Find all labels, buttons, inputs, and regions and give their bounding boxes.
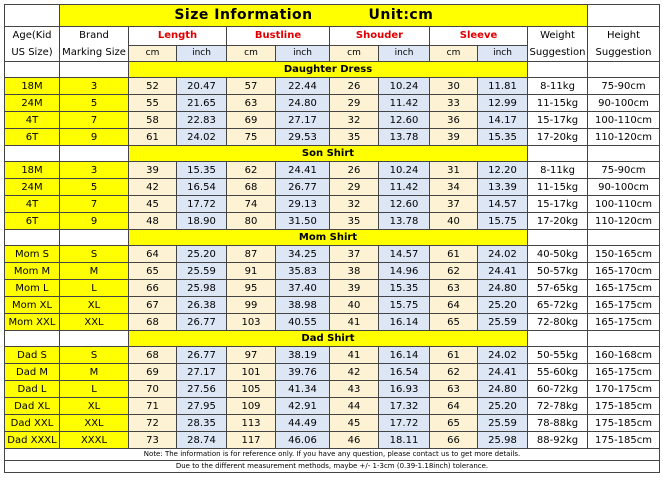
shoulder-inch-cell: 13.78 (379, 213, 430, 230)
shoulder-inch-cell: 13.78 (379, 129, 430, 146)
unit-inch: inch (478, 45, 528, 61)
length-inch-cell: 26.77 (177, 314, 227, 331)
title-blank-left (5, 5, 60, 27)
table-row (5, 280, 660, 297)
shoulder-cm-cell: 46 (330, 432, 379, 449)
height-cell: 75-90cm (588, 162, 660, 179)
bustline-inch-cell: 31.50 (276, 213, 330, 230)
length-inch-cell: 28.74 (177, 432, 227, 449)
age-cell: 18M (5, 78, 60, 95)
header-sleeve: Sleeve (430, 27, 528, 46)
section-blank (60, 331, 129, 347)
age-cell: Mom XXL (5, 314, 60, 331)
sleeve-cm-cell: 64 (430, 297, 478, 314)
sleeve-cm-cell: 61 (430, 347, 478, 364)
shoulder-inch-cell: 17.32 (379, 398, 430, 415)
sleeve-cm-cell: 36 (430, 112, 478, 129)
sleeve-cm-cell: 63 (430, 280, 478, 297)
section-blank (5, 62, 60, 78)
height-cell: 160-168cm (588, 347, 660, 364)
note-row (5, 461, 660, 473)
bustline-cm-cell: 74 (227, 196, 276, 213)
height-cell: 90-100cm (588, 179, 660, 196)
bustline-cm-cell: 99 (227, 297, 276, 314)
weight-cell: 78-88kg (528, 415, 588, 432)
shoulder-cm-cell: 39 (330, 280, 379, 297)
age-cell: Dad XXXL (5, 432, 60, 449)
shoulder-inch-cell: 16.93 (379, 381, 430, 398)
shoulder-cm-cell: 35 (330, 129, 379, 146)
sleeve-inch-cell: 24.41 (478, 263, 528, 280)
unit-inch: inch (276, 45, 330, 61)
brand-size-cell: 5 (60, 95, 129, 112)
length-cm-cell: 71 (129, 398, 177, 415)
unit-inch: inch (177, 45, 227, 61)
header-age: Age(Kid US Size) (5, 27, 60, 62)
shoulder-inch-cell: 17.72 (379, 415, 430, 432)
sleeve-cm-cell: 62 (430, 263, 478, 280)
brand-size-cell: XL (60, 297, 129, 314)
age-cell: Dad M (5, 364, 60, 381)
weight-cell: 65-72kg (528, 297, 588, 314)
section-blank (5, 331, 60, 347)
bustline-inch-cell: 26.77 (276, 179, 330, 196)
shoulder-cm-cell: 26 (330, 162, 379, 179)
section-blank (5, 230, 60, 246)
weight-cell: 88-92kg (528, 432, 588, 449)
unit-inch: inch (379, 45, 430, 61)
height-cell: 175-185cm (588, 415, 660, 432)
height-cell: 110-120cm (588, 213, 660, 230)
shoulder-cm-cell: 41 (330, 314, 379, 331)
height-cell: 90-100cm (588, 95, 660, 112)
shoulder-cm-cell: 37 (330, 246, 379, 263)
brand-size-cell: XXXL (60, 432, 129, 449)
bustline-inch-cell: 38.19 (276, 347, 330, 364)
weight-cell: 11-15kg (528, 95, 588, 112)
height-cell: 165-175cm (588, 364, 660, 381)
height-cell: 75-90cm (588, 78, 660, 95)
table-row (5, 112, 660, 129)
unit-cm: cm (227, 45, 276, 61)
brand-size-cell: XXL (60, 415, 129, 432)
bustline-inch-cell: 38.98 (276, 297, 330, 314)
height-cell: 100-110cm (588, 196, 660, 213)
brand-size-cell: M (60, 364, 129, 381)
bustline-inch-cell: 42.91 (276, 398, 330, 415)
height-cell: 165-175cm (588, 280, 660, 297)
bustline-cm-cell: 62 (227, 162, 276, 179)
age-cell: 24M (5, 179, 60, 196)
sleeve-inch-cell: 25.20 (478, 297, 528, 314)
shoulder-cm-cell: 29 (330, 95, 379, 112)
bustline-cm-cell: 75 (227, 129, 276, 146)
sleeve-cm-cell: 30 (430, 78, 478, 95)
bustline-cm-cell: 109 (227, 398, 276, 415)
bustline-cm-cell: 97 (227, 347, 276, 364)
length-inch-cell: 27.95 (177, 398, 227, 415)
bustline-cm-cell: 95 (227, 280, 276, 297)
age-cell: 6T (5, 213, 60, 230)
note-text: Note: The information is for reference only. If you have any question, please contact us to get more details. (5, 449, 660, 461)
shoulder-cm-cell: 45 (330, 415, 379, 432)
sleeve-inch-cell: 12.20 (478, 162, 528, 179)
section-title: Mom Shirt (129, 230, 528, 246)
sleeve-inch-cell: 25.20 (478, 398, 528, 415)
shoulder-cm-cell: 38 (330, 263, 379, 280)
weight-cell: 50-57kg (528, 263, 588, 280)
section-blank (588, 331, 660, 347)
length-cm-cell: 55 (129, 95, 177, 112)
brand-size-cell: 9 (60, 213, 129, 230)
length-cm-cell: 45 (129, 196, 177, 213)
height-cell: 165-175cm (588, 297, 660, 314)
weight-cell: 15-17kg (528, 196, 588, 213)
sleeve-inch-cell: 24.80 (478, 381, 528, 398)
brand-size-cell: L (60, 381, 129, 398)
weight-cell: 60-72kg (528, 381, 588, 398)
weight-cell: 57-65kg (528, 280, 588, 297)
bustline-cm-cell: 101 (227, 364, 276, 381)
length-cm-cell: 72 (129, 415, 177, 432)
length-inch-cell: 28.35 (177, 415, 227, 432)
sleeve-cm-cell: 34 (430, 179, 478, 196)
table-row (5, 415, 660, 432)
length-inch-cell: 26.77 (177, 347, 227, 364)
page-title (60, 5, 588, 27)
bustline-cm-cell: 57 (227, 78, 276, 95)
bustline-inch-cell: 35.83 (276, 263, 330, 280)
bustline-inch-cell: 29.53 (276, 129, 330, 146)
unit-label: Unit:cm (368, 7, 434, 23)
header-brand: Brand Marking Size (60, 27, 129, 62)
length-inch-cell: 22.83 (177, 112, 227, 129)
length-inch-cell: 16.54 (177, 179, 227, 196)
age-cell: 24M (5, 95, 60, 112)
bustline-cm-cell: 87 (227, 246, 276, 263)
sleeve-inch-cell: 14.57 (478, 196, 528, 213)
age-cell: Dad L (5, 381, 60, 398)
bustline-inch-cell: 40.55 (276, 314, 330, 331)
table-row (5, 78, 660, 95)
weight-cell: 40-50kg (528, 246, 588, 263)
height-cell: 165-170cm (588, 263, 660, 280)
brand-size-cell: 3 (60, 162, 129, 179)
brand-size-cell: XL (60, 398, 129, 415)
table-row (5, 129, 660, 146)
shoulder-inch-cell: 12.60 (379, 112, 430, 129)
unit-cm: cm (430, 45, 478, 61)
shoulder-cm-cell: 44 (330, 398, 379, 415)
header-weight: Weight Suggestion (528, 27, 588, 62)
age-cell: Mom XL (5, 297, 60, 314)
length-cm-cell: 58 (129, 112, 177, 129)
section-blank (60, 230, 129, 246)
shoulder-cm-cell: 41 (330, 347, 379, 364)
bustline-inch-cell: 39.76 (276, 364, 330, 381)
section-header-row (5, 146, 660, 162)
sleeve-inch-cell: 24.02 (478, 246, 528, 263)
shoulder-cm-cell: 42 (330, 364, 379, 381)
section-blank (5, 146, 60, 162)
bustline-cm-cell: 68 (227, 179, 276, 196)
brand-size-cell: 3 (60, 78, 129, 95)
brand-size-cell: S (60, 246, 129, 263)
length-cm-cell: 67 (129, 297, 177, 314)
length-cm-cell: 64 (129, 246, 177, 263)
bustline-cm-cell: 80 (227, 213, 276, 230)
sleeve-inch-cell: 24.41 (478, 364, 528, 381)
bustline-inch-cell: 24.80 (276, 95, 330, 112)
section-blank (588, 230, 660, 246)
sleeve-inch-cell: 15.35 (478, 129, 528, 146)
length-inch-cell: 25.59 (177, 263, 227, 280)
sleeve-cm-cell: 66 (430, 432, 478, 449)
bustline-inch-cell: 37.40 (276, 280, 330, 297)
table-row (5, 364, 660, 381)
bustline-cm-cell: 91 (227, 263, 276, 280)
bustline-cm-cell: 105 (227, 381, 276, 398)
bustline-inch-cell: 29.13 (276, 196, 330, 213)
section-blank (588, 62, 660, 78)
age-cell: Mom L (5, 280, 60, 297)
length-cm-cell: 65 (129, 263, 177, 280)
weight-cell: 15-17kg (528, 112, 588, 129)
title-text: Size Information (174, 7, 313, 23)
bustline-cm-cell: 113 (227, 415, 276, 432)
shoulder-cm-cell: 43 (330, 381, 379, 398)
header-height: Height Suggestion (588, 27, 660, 62)
brand-size-cell: L (60, 280, 129, 297)
age-cell: Mom S (5, 246, 60, 263)
age-cell: 18M (5, 162, 60, 179)
length-cm-cell: 69 (129, 364, 177, 381)
shoulder-inch-cell: 12.60 (379, 196, 430, 213)
unit-cm: cm (129, 45, 177, 61)
age-cell: Dad S (5, 347, 60, 364)
shoulder-cm-cell: 29 (330, 179, 379, 196)
shoulder-inch-cell: 16.14 (379, 347, 430, 364)
sleeve-inch-cell: 12.99 (478, 95, 528, 112)
length-cm-cell: 66 (129, 280, 177, 297)
length-inch-cell: 26.38 (177, 297, 227, 314)
brand-size-cell: 7 (60, 196, 129, 213)
length-inch-cell: 21.65 (177, 95, 227, 112)
weight-cell: 72-80kg (528, 314, 588, 331)
height-cell: 175-185cm (588, 432, 660, 449)
length-inch-cell: 25.98 (177, 280, 227, 297)
section-title: Son Shirt (129, 146, 528, 162)
sleeve-cm-cell: 37 (430, 196, 478, 213)
bustline-inch-cell: 27.17 (276, 112, 330, 129)
table-row (5, 432, 660, 449)
height-cell: 170-175cm (588, 381, 660, 398)
section-title: Daughter Dress (129, 62, 528, 78)
length-cm-cell: 61 (129, 129, 177, 146)
length-cm-cell: 52 (129, 78, 177, 95)
table-row (5, 263, 660, 280)
sleeve-inch-cell: 25.98 (478, 432, 528, 449)
bustline-inch-cell: 41.34 (276, 381, 330, 398)
table-row (5, 213, 660, 230)
section-blank (528, 331, 588, 347)
sleeve-cm-cell: 65 (430, 415, 478, 432)
weight-cell: 17-20kg (528, 213, 588, 230)
shoulder-inch-cell: 10.24 (379, 162, 430, 179)
section-blank (528, 230, 588, 246)
sleeve-cm-cell: 65 (430, 314, 478, 331)
note-row (5, 449, 660, 461)
table-row (5, 196, 660, 213)
section-blank (528, 146, 588, 162)
sleeve-inch-cell: 24.80 (478, 280, 528, 297)
sleeve-inch-cell: 13.39 (478, 179, 528, 196)
bustline-cm-cell: 69 (227, 112, 276, 129)
shoulder-cm-cell: 26 (330, 78, 379, 95)
length-inch-cell: 15.35 (177, 162, 227, 179)
weight-cell: 55-60kg (528, 364, 588, 381)
section-blank (60, 146, 129, 162)
brand-size-cell: S (60, 347, 129, 364)
header-length: Length (129, 27, 227, 46)
weight-cell: 72-78kg (528, 398, 588, 415)
sleeve-inch-cell: 11.81 (478, 78, 528, 95)
table-row (5, 95, 660, 112)
shoulder-inch-cell: 11.42 (379, 179, 430, 196)
table-row (5, 381, 660, 398)
brand-size-cell: 5 (60, 179, 129, 196)
sleeve-inch-cell: 25.59 (478, 415, 528, 432)
bustline-cm-cell: 117 (227, 432, 276, 449)
age-cell: Mom M (5, 263, 60, 280)
title-blank-right (588, 5, 660, 27)
shoulder-cm-cell: 40 (330, 297, 379, 314)
note-text: Due to the different measurement methods, maybe +/- 1-3cm (0.39-1.18inch) tolerance. (5, 461, 660, 473)
shoulder-cm-cell: 32 (330, 196, 379, 213)
length-cm-cell: 48 (129, 213, 177, 230)
length-cm-cell: 42 (129, 179, 177, 196)
bustline-cm-cell: 103 (227, 314, 276, 331)
shoulder-inch-cell: 11.42 (379, 95, 430, 112)
length-cm-cell: 73 (129, 432, 177, 449)
length-inch-cell: 27.17 (177, 364, 227, 381)
shoulder-inch-cell: 16.14 (379, 314, 430, 331)
age-cell: Dad XXL (5, 415, 60, 432)
weight-cell: 17-20kg (528, 129, 588, 146)
shoulder-cm-cell: 32 (330, 112, 379, 129)
length-inch-cell: 17.72 (177, 196, 227, 213)
table-row (5, 314, 660, 331)
sleeve-inch-cell: 14.17 (478, 112, 528, 129)
bustline-inch-cell: 44.49 (276, 415, 330, 432)
shoulder-inch-cell: 14.96 (379, 263, 430, 280)
length-inch-cell: 25.20 (177, 246, 227, 263)
table-row (5, 297, 660, 314)
length-cm-cell: 68 (129, 314, 177, 331)
sleeve-cm-cell: 39 (430, 129, 478, 146)
brand-size-cell: 7 (60, 112, 129, 129)
sleeve-cm-cell: 64 (430, 398, 478, 415)
table-row (5, 162, 660, 179)
height-cell: 165-175cm (588, 314, 660, 331)
sleeve-cm-cell: 33 (430, 95, 478, 112)
shoulder-inch-cell: 16.54 (379, 364, 430, 381)
length-inch-cell: 24.02 (177, 129, 227, 146)
weight-cell: 11-15kg (528, 179, 588, 196)
bustline-inch-cell: 24.41 (276, 162, 330, 179)
height-cell: 150-165cm (588, 246, 660, 263)
sleeve-cm-cell: 61 (430, 246, 478, 263)
table-row (5, 246, 660, 263)
length-inch-cell: 20.47 (177, 78, 227, 95)
shoulder-inch-cell: 10.24 (379, 78, 430, 95)
sleeve-cm-cell: 40 (430, 213, 478, 230)
sleeve-cm-cell: 31 (430, 162, 478, 179)
length-cm-cell: 70 (129, 381, 177, 398)
length-cm-cell: 68 (129, 347, 177, 364)
sleeve-inch-cell: 24.02 (478, 347, 528, 364)
weight-cell: 8-11kg (528, 78, 588, 95)
shoulder-cm-cell: 35 (330, 213, 379, 230)
section-blank (528, 62, 588, 78)
age-cell: 4T (5, 196, 60, 213)
section-header-row (5, 62, 660, 78)
height-cell: 100-110cm (588, 112, 660, 129)
bustline-inch-cell: 34.25 (276, 246, 330, 263)
section-title: Dad Shirt (129, 331, 528, 347)
sleeve-cm-cell: 63 (430, 381, 478, 398)
length-cm-cell: 39 (129, 162, 177, 179)
bustline-inch-cell: 46.06 (276, 432, 330, 449)
weight-cell: 50-55kg (528, 347, 588, 364)
length-inch-cell: 18.90 (177, 213, 227, 230)
age-cell: 6T (5, 129, 60, 146)
header-bustline: Bustline (227, 27, 330, 46)
section-header-row (5, 230, 660, 246)
shoulder-inch-cell: 15.75 (379, 297, 430, 314)
height-cell: 110-120cm (588, 129, 660, 146)
sleeve-inch-cell: 15.75 (478, 213, 528, 230)
section-blank (60, 62, 129, 78)
shoulder-inch-cell: 14.57 (379, 246, 430, 263)
bustline-cm-cell: 63 (227, 95, 276, 112)
table-row (5, 347, 660, 364)
shoulder-inch-cell: 15.35 (379, 280, 430, 297)
age-cell: 4T (5, 112, 60, 129)
height-cell: 175-185cm (588, 398, 660, 415)
brand-size-cell: XXL (60, 314, 129, 331)
bustline-inch-cell: 22.44 (276, 78, 330, 95)
section-blank (588, 146, 660, 162)
header-shoulder: Shouder (330, 27, 430, 46)
shoulder-inch-cell: 18.11 (379, 432, 430, 449)
weight-cell: 8-11kg (528, 162, 588, 179)
brand-size-cell: M (60, 263, 129, 280)
table-row (5, 398, 660, 415)
sleeve-cm-cell: 62 (430, 364, 478, 381)
unit-cm: cm (330, 45, 379, 61)
brand-size-cell: 9 (60, 129, 129, 146)
table-row (5, 179, 660, 196)
size-table (4, 4, 660, 473)
length-inch-cell: 27.56 (177, 381, 227, 398)
sleeve-inch-cell: 25.59 (478, 314, 528, 331)
age-cell: Dad XL (5, 398, 60, 415)
section-header-row (5, 331, 660, 347)
